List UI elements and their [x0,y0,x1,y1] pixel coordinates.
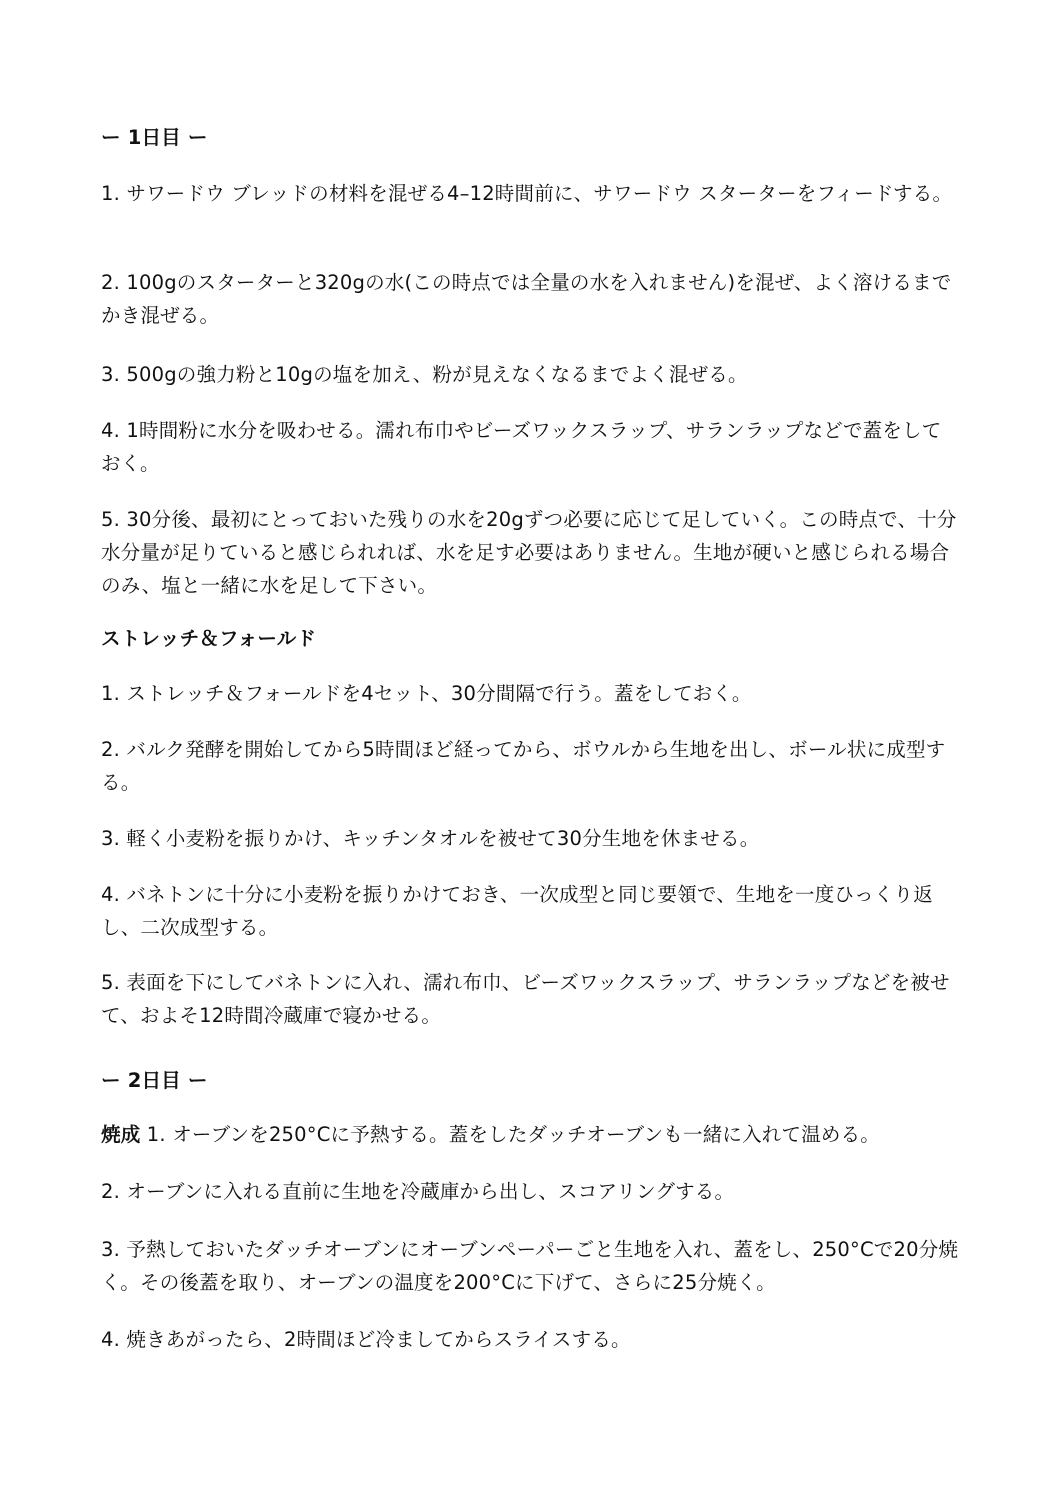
stretch-fold-step-4: 4. バネトンに十分に小麦粉を振りかけておき、一次成型と同じ要領で、生地を一度ひっくり返し、二次成型する。 [101,883,933,939]
day1-step-5: 5. 30分後、最初にとっておいた残りの水を20gずつ必要に応じて足していく。この時点で、十分水分量が足りていると感じられれば、水を足す必要はありません。生地が硬いと感じられる場合のみ、塩と一緒に水を足して下さい。 [101,508,957,597]
day1-step-3: 3. 500gの強力粉と10gの塩を加え、粉が見えなくなるまでよく混ぜる。 [101,363,748,386]
stretch-fold-heading: ストレッチ＆フォールド [101,627,317,650]
day2-step-1-text: 1. オーブンを250°Cに予熱する。蓋をしたダッチオーブンも一緒に入れて温める。 [140,1123,880,1146]
stretch-fold-step-3: 3. 軽く小麦粉を振りかけ、キッチンタオルを被せて30分生地を休ませる。 [101,827,760,850]
stretch-fold-step-1: 1. ストレッチ＆フォールドを4セット、30分間隔で行う。蓋をしておく。 [101,682,752,705]
day1-step-1: 1. サワードウ ブレッドの材料を混ぜる4–12時間前に、サワードウ スターターをフィードする。 [101,182,953,205]
stretch-fold-step-5: 5. 表面を下にしてバネトンに入れ、濡れ布巾、ビーズワックスラップ、サランラップなどを被せて、およそ12時間冷蔵庫で寝かせる。 [101,971,950,1027]
day2-step-3: 3. 予熱しておいたダッチオーブンにオーブンペーパーごと生地を入れ、蓋をし、250°Cで20分焼く。その後蓋を取り、オーブンの温度を200°Cに下げて、さらに25分焼く。 [101,1238,959,1294]
day1-step-4: 4. 1時間粉に水分を吸わせる。濡れ布巾やビーズワックスラップ、サランラップなどで蓋をしておく。 [101,419,942,475]
bake-label: 焼成 [101,1123,141,1146]
day2-heading: ー 2日目 ー [101,1069,208,1092]
day2-step-4: 4. 焼きあがったら、2時間ほど冷ましてからスライスする。 [101,1328,631,1351]
day1-step-2: 2. 100gのスターターと320gの水(この時点では全量の水を入れません)を混ぜ、よく溶けるまでかき混ぜる。 [101,271,952,327]
day1-heading: ー 1日目 ー [101,126,208,149]
day2-step-2: 2. オーブンに入れる直前に生地を冷蔵庫から出し、スコアリングする。 [101,1180,735,1203]
day2-step-1 [101,1118,961,1151]
stretch-fold-step-2: 2. バルク発酵を開始してから5時間ほど経ってから、ボウルから生地を出し、ボール状に成型する。 [101,738,946,794]
